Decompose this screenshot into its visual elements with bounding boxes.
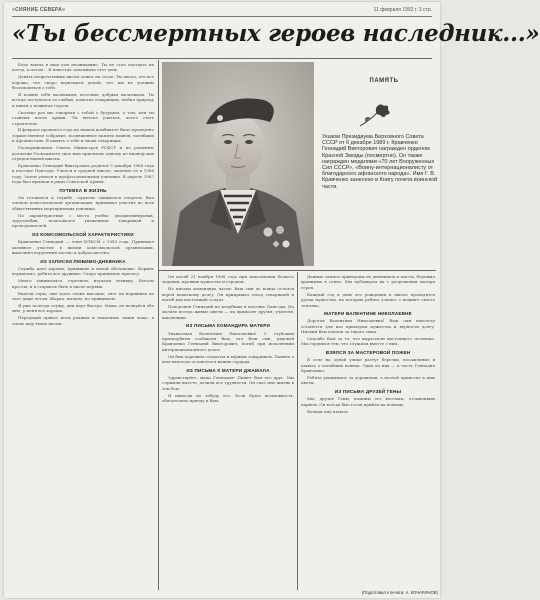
divider — [12, 58, 432, 59]
paragraph: Уважаемая Валентина Николаевна! С глубоким прискорбием сообщаем Вам, что Ваш сын, рядовой Кравченко Геннадий Викторович, погиб при исполнении интернационального долга. — [162, 330, 294, 352]
paragraph: Кравченко Геннадий Викторович родился 9 декабря 1968 года в поселке Пангоды. Учился в средней школе, окончил ее в 1986 году. Затем учился в профессиональном училище. В апреле 1987 года был призван в ряды Советской Армии. — [12, 162, 154, 185]
portrait-photo — [162, 62, 314, 266]
paragraph: Служба идет хорошо, привыкаю к новой обстановке. Кормят нормально, ребята все дружные. Скоро принимать присягу. — [12, 265, 154, 277]
section-subhead: МАТЕРИ ВАЛЕНТИНЕ НИКОЛАЕВНЕ — [324, 310, 412, 316]
paragraph: Он готовился к службе, серьезно занимался спортом, был членом комсомольской организации, принимал участие во всех общественных мероприятиях училища. — [12, 194, 154, 211]
newspaper-page — [4, 2, 540, 598]
paragraph: Девять непрочтенных писем лежат на столе. Ты писал, что все хорошо, что скоро вернешься домой, что мы не должны беспокоиться о тебе. — [12, 74, 154, 91]
divider — [158, 60, 159, 590]
paragraph: Я помню тебя маленьким, веселым, добрым мальчиком. Ты всегда заступался за слабых, помогал товарищам, любил природу и книги о подвигах героев. — [12, 92, 154, 108]
article-column-left — [12, 62, 154, 590]
paragraph: Похоронен Геннадий на кладбище в поселке Пангоды. На могиле всегда живые цветы — их приносят друзья, учителя, школьники. — [162, 304, 294, 320]
article-column-right — [301, 274, 435, 584]
paragraph: Дорогая Валентина Николаевна! Ваш сын навсегда останется для нас примером мужества и верности долгу. Низкий Вам поклон за такого сына. — [301, 318, 435, 335]
paragraph: Мы, друзья Гены, помним его веселым, отзывчивым парнем. Он всегда был готов прийти на помощь. — [301, 396, 435, 407]
memorial-text: Указом Президиума Верховного Совета СССР от 6 декабря 1989 г. Кравченко Геннадий Викторович награжден орденом Красной Звезды (посмертно). Он также награжден медалями «70 лет Вооруженных Сил СССР», «Воину-интернационалисту от благодарного афганского народа». Имя Г. В. Кравченко занесено в Книгу почета воинской части. — [322, 134, 438, 190]
paragraph: Он был хорошим солдатом и верным товарищем. Память о нем навсегда останется в наших сердцах. — [162, 353, 294, 365]
paragraph: Передавай привет всем родным и знакомым, пиши чаще, я очень жду твоих писем. — [12, 315, 154, 326]
paper-name: «СИЯНИЕ СЕВЕРА» — [12, 7, 66, 13]
section-subhead: ВЗЯЛСЯ ЗА МАСТЕРОВОЙ ПОЖЕН — [325, 349, 411, 355]
paragraph: В селе на одной улице растут березки, посаженные в память о погибших воинах. Одна из них — в честь Геннадия Кравченко. — [301, 357, 435, 374]
headline: «Ты бессмертных героев наследник...» — [12, 20, 540, 47]
paragraph: В феврале прошлого года на нашем комбинате было проведено торжественное собрание, посвященное памяти воинов, погибших в Афганистане. В память о тебе и твоих товарищах. — [12, 127, 154, 144]
paragraph: Данные записи приведены из дневников и писем, бережно хранимых в семье. Мы публикуем их с разрешения матери героя. — [301, 274, 435, 290]
memorial-title: ПАМЯТЬ — [369, 78, 399, 84]
paragraph: Ребята ухаживают за деревьями, а весной приносят к ним цветы. — [301, 375, 435, 386]
section-subhead: ИЗ ЗАПИСКИ ЛЮБИМО-ДНЕВНИКА — [40, 258, 126, 264]
paragraph: По характеристике с места учебы: дисциплинирован, трудолюбив, пользовался уважением товарищей и преподавателей. — [12, 212, 154, 229]
carnation-icon — [356, 100, 396, 130]
paragraph: Сколько раз мы говорили с тобой о будущем, о том, кем ты станешь после армии. Ты мечтал учиться, хотел стать строителем. — [12, 109, 154, 126]
section-subhead: ИЗ ПИСЬМА К МАТЕРИ ДЖАМАЛА — [186, 367, 270, 373]
section-subhead: ИЗ ПИСЬМА ДРУЗЕЙ ГЕНЫ — [334, 388, 402, 394]
paragraph: Много занимаемся, стреляем, изучаем технику. Бегаем кроссы, и я стараюсь быть в числе первых. — [12, 278, 154, 289]
paragraph: Я никогда не забуду его. Если будет возможность, обязательно приеду к Вам. — [162, 392, 294, 404]
section-subhead: ИЗ КОМСОМОЛЬСКОЙ ХАРАКТЕРИСТИКИ — [32, 231, 134, 237]
divider — [297, 272, 298, 590]
paragraph: Из письма командира части: Ваш сын до конца остался верен воинскому долгу. Он прикрывал отход товарищей и погиб как настоящий солдат. — [162, 286, 294, 303]
paragraph: Беда вошла в наш дом неожиданно. Ты не стал опоздать на поезд, а потом... Я навсегда запомнила этот день. — [12, 62, 154, 73]
paragraph: Здравствуйте, мама Геннадия! Пишет Вам его друг. Мы служили вместе, делили все трудности. Он спас мне жизнь в том бою. — [162, 375, 294, 391]
date-line: 11 февраля 1992 г. 3 стр. — [373, 7, 432, 13]
paragraph: Вечная ему память. — [307, 408, 350, 414]
divider — [158, 270, 436, 271]
byline: (Подготовил к печати: А. КОЧАРИНОВ) — [361, 590, 438, 595]
paragraph: Видели горы, они здесь очень высокие, снег на вершинах не тает даже летом. Жарко, пыльно, но привыкаем. — [12, 290, 154, 301]
paragraph: Распоряжением Совета Министров РСФСР и по решению коллегии Госкомитета твое имя присвоено одному из пионерских отрядов нашей школы. — [12, 145, 154, 161]
section-subhead: ПУТЕВКА В ЖИЗНЬ — [59, 187, 107, 193]
paragraph: Он погиб 21 ноября 1988 года при выполнении боевого задания, проявив мужество и героизм. — [162, 274, 294, 285]
masthead — [12, 6, 432, 17]
paragraph: Я уже полгода служу, дни идут быстро. Мама, не волнуйся обо мне, у меня все хорошо. — [12, 302, 154, 314]
article-column-middle — [162, 274, 294, 590]
section-subhead: ИЗ ПИСЬМА КОМАНДИРА МАТЕРИ — [185, 323, 270, 329]
paragraph: Кравченко Геннадий — член ВЛКСМ с 1983 года. Принимал активное участие в жизни комсомольской организации, выполнял поручения честно и добросовестно. — [12, 239, 154, 256]
paragraph: Каждый год в день его рождения в школе проводятся уроки мужества, на которых ребята узнают о подвиге своего земляка. — [301, 291, 435, 308]
paragraph: Спасибо Вам за то, что вырастили настоящего человека. Мы гордимся тем, что служили вместе с ним. — [301, 336, 435, 347]
